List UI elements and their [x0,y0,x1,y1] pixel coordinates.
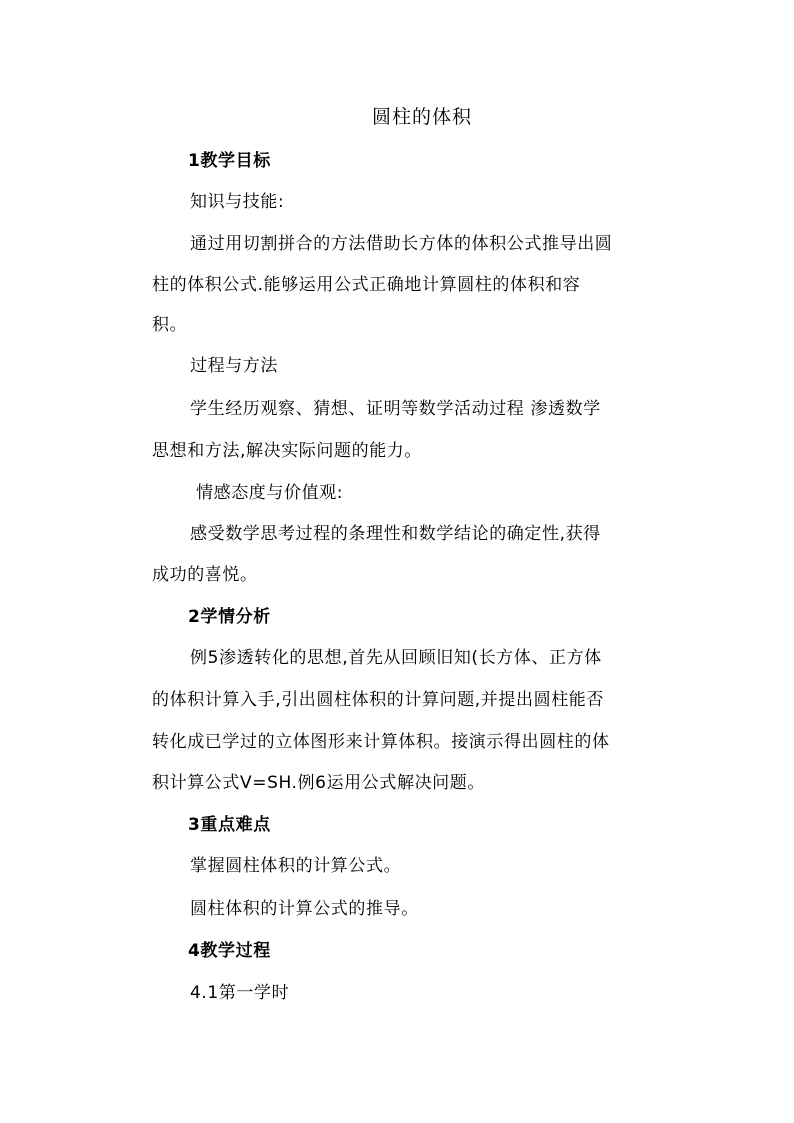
paragraph-line: 感受数学思考过程的条理性和数学结论的确定性,获得 [190,524,601,544]
section-heading-key-points: 3重点难点 [188,815,271,835]
document-title: 圆柱的体积 [371,106,472,128]
section-heading-analysis: 2学情分析 [188,607,271,627]
paragraph-line: 思想和方法,解决实际问题的能力。 [152,441,423,461]
paragraph-line: 掌握圆柱体积的计算公式。 [190,856,402,876]
section-heading-process: 4教学过程 [188,941,271,961]
paragraph-line: 成功的喜悦。 [152,565,258,585]
subheading-process-method: 过程与方法 [190,356,278,376]
subheading-knowledge-skills: 知识与技能: [190,192,285,212]
paragraph-line: 积计算公式V=SH.例6运用公式解决问题。 [152,773,485,793]
paragraph-line: 积。 [152,315,188,335]
subsection-heading-first-lesson: 4.1第一学时 [190,983,290,1003]
section-heading-objectives: 1教学目标 [188,151,271,171]
paragraph-line: 通过用切割拼合的方法借助长方体的体积公式推导出圆 [190,234,613,254]
paragraph-line: 转化成已学过的立体图形来计算体积。接演示得出圆柱的体 [152,732,610,752]
paragraph-line: 例5渗透转化的思想,首先从回顾旧知(长方体、正方体 [190,648,602,668]
paragraph-line: 柱的体积公式.能够运用公式正确地计算圆柱的体积和容 [152,275,581,295]
paragraph-line: 圆柱体积的计算公式的推导。 [190,899,419,919]
paragraph-line: 的体积计算入手,引出圆柱体积的计算问题,并提出圆柱能否 [152,690,605,710]
paragraph-line: 学生经历观察、猜想、证明等数学活动过程 渗透数学 [190,399,601,419]
subheading-emotion-values: 情感态度与价值观: [196,483,344,503]
